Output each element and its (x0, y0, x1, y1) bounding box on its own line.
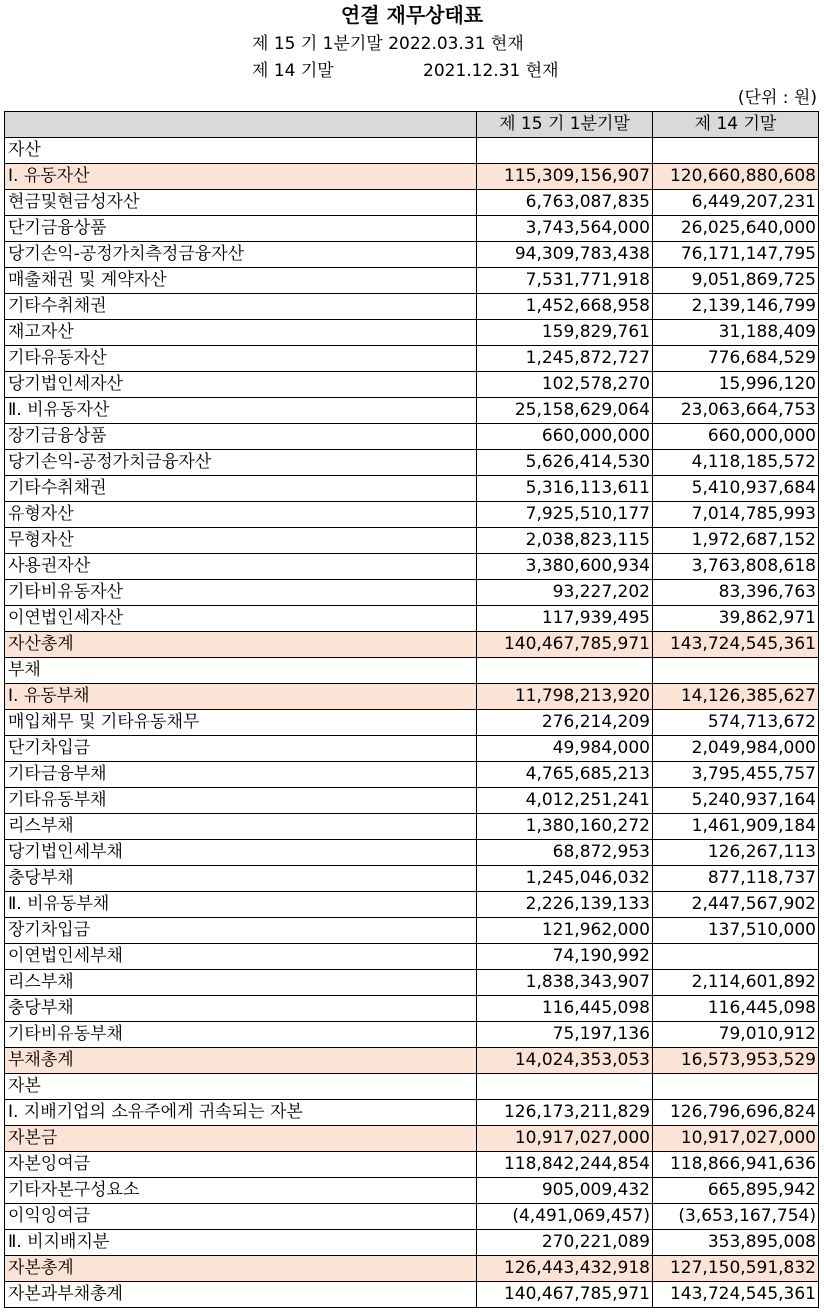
unit-note: (단위 : 원) (737, 88, 817, 108)
current-period-value (477, 1074, 653, 1100)
table-row (5, 476, 819, 502)
current-period-value: 270,221,089 (477, 1230, 653, 1256)
current-period-value: 6,763,087,835 (477, 190, 653, 216)
prior-period-value: 120,660,880,608 (653, 164, 819, 190)
table-row (5, 398, 819, 424)
prior-period-value: 353,895,008 (653, 1230, 819, 1256)
account-label: 당기손익-공정가치측정금융자산 (5, 242, 477, 268)
table-row (5, 528, 819, 554)
table-row (5, 684, 819, 710)
account-label: 당기법인세자산 (5, 372, 477, 398)
current-period-value: 116,445,098 (477, 996, 653, 1022)
header-account (5, 112, 477, 138)
account-label: Ⅰ. 지배기업의 소유주에게 귀속되는 자본 (5, 1100, 477, 1126)
table-row (5, 1074, 819, 1100)
current-period-value: 159,829,761 (477, 320, 653, 346)
current-period-value: 126,443,432,918 (477, 1256, 653, 1282)
table-row (5, 1100, 819, 1126)
account-label: 기타금융부채 (5, 762, 477, 788)
prior-period-value: 39,862,971 (653, 606, 819, 632)
account-label: 이연법인세부채 (5, 944, 477, 970)
current-period-value: 102,578,270 (477, 372, 653, 398)
current-period-value: 121,962,000 (477, 918, 653, 944)
account-label: 재고자산 (5, 320, 477, 346)
table-row (5, 996, 819, 1022)
statement-header (0, 0, 824, 110)
current-period-value: 2,226,139,133 (477, 892, 653, 918)
prior-period-value: 143,724,545,361 (653, 1282, 819, 1308)
prior-period-value: 83,396,763 (653, 580, 819, 606)
account-label: 당기법인세부채 (5, 840, 477, 866)
prior-period-value: 143,724,545,361 (653, 632, 819, 658)
table-row (5, 450, 819, 476)
balance-sheet-table (4, 111, 819, 1308)
prior-period-value: 127,150,591,832 (653, 1256, 819, 1282)
table-row (5, 1048, 819, 1074)
account-label: 무형자산 (5, 528, 477, 554)
account-label: Ⅱ. 비유동자산 (5, 398, 477, 424)
table-row (5, 710, 819, 736)
table-row (5, 554, 819, 580)
prior-period-value: 2,049,984,000 (653, 736, 819, 762)
prior-period-value: 3,763,808,618 (653, 554, 819, 580)
current-period-value (477, 658, 653, 684)
table-row (5, 372, 819, 398)
current-period-value: 140,467,785,971 (477, 1282, 653, 1308)
table-row (5, 736, 819, 762)
table-row (5, 1178, 819, 1204)
statement-title: 연결 재무상태표 (340, 3, 484, 27)
prior-period-value: 9,051,869,725 (653, 268, 819, 294)
account-label: 기타수취채권 (5, 476, 477, 502)
table-row (5, 346, 819, 372)
prior-period-value: 5,410,937,684 (653, 476, 819, 502)
table-row (5, 1204, 819, 1230)
prior-period-value: 574,713,672 (653, 710, 819, 736)
prior-period-value: 126,796,696,824 (653, 1100, 819, 1126)
account-label: 기타유동부채 (5, 788, 477, 814)
table-row (5, 762, 819, 788)
table-row (5, 814, 819, 840)
prior-period-value: 1,972,687,152 (653, 528, 819, 554)
prior-period-value (653, 658, 819, 684)
prior-period-value (653, 1074, 819, 1100)
header-prior-period: 제 14 기말 (653, 112, 819, 138)
prior-period-value (653, 138, 819, 164)
table-row (5, 1282, 819, 1308)
prior-period-value: 2,447,567,902 (653, 892, 819, 918)
account-label: 이익잉여금 (5, 1204, 477, 1230)
account-label: 자산총계 (5, 632, 477, 658)
prior-period-value: 3,795,455,757 (653, 762, 819, 788)
account-label: 장기차입금 (5, 918, 477, 944)
table-row (5, 606, 819, 632)
current-period-value: 94,309,783,438 (477, 242, 653, 268)
prior-period-date: 2021.12.31 현재 (423, 61, 559, 81)
table-row (5, 138, 819, 164)
prior-period-value: 23,063,664,753 (653, 398, 819, 424)
table-row (5, 970, 819, 996)
prior-period-value: 7,014,785,993 (653, 502, 819, 528)
account-label: 사용권자산 (5, 554, 477, 580)
table-row (5, 216, 819, 242)
current-period (252, 32, 524, 56)
prior-period-value: 16,573,953,529 (653, 1048, 819, 1074)
current-period-value: 115,309,156,907 (477, 164, 653, 190)
account-label: 기타수취채권 (5, 294, 477, 320)
prior-period-value: 776,684,529 (653, 346, 819, 372)
account-label: 리스부채 (5, 814, 477, 840)
current-period-value: 905,009,432 (477, 1178, 653, 1204)
table-row (5, 866, 819, 892)
current-period-value: 7,531,771,918 (477, 268, 653, 294)
prior-period-value: 31,188,409 (653, 320, 819, 346)
current-period-value: 10,917,027,000 (477, 1126, 653, 1152)
prior-period-value (653, 944, 819, 970)
table-row (5, 632, 819, 658)
current-period-value: 140,467,785,971 (477, 632, 653, 658)
table-row (5, 1022, 819, 1048)
account-label: 자본과부채총계 (5, 1282, 477, 1308)
account-label: 유형자산 (5, 502, 477, 528)
account-label: 자본총계 (5, 1256, 477, 1282)
account-label: 당기손익-공정가치금융자산 (5, 450, 477, 476)
table-row (5, 320, 819, 346)
current-period-value: 1,245,872,727 (477, 346, 653, 372)
prior-period-value: 877,118,737 (653, 866, 819, 892)
account-label: Ⅱ. 비지배지분 (5, 1230, 477, 1256)
header-current-period: 제 15 기 1분기말 (477, 112, 653, 138)
prior-period-value: 5,240,937,164 (653, 788, 819, 814)
account-label: 리스부채 (5, 970, 477, 996)
current-period-value: 3,743,564,000 (477, 216, 653, 242)
prior-period-value: 26,025,640,000 (653, 216, 819, 242)
prior-period-value: 118,866,941,636 (653, 1152, 819, 1178)
table-row (5, 1256, 819, 1282)
prior-period-value: 137,510,000 (653, 918, 819, 944)
current-period-value: 276,214,209 (477, 710, 653, 736)
table-row (5, 658, 819, 684)
current-period-value: 7,925,510,177 (477, 502, 653, 528)
table-row (5, 840, 819, 866)
account-label: Ⅱ. 비유동부채 (5, 892, 477, 918)
account-label: 단기차입금 (5, 736, 477, 762)
current-period-value: 11,798,213,920 (477, 684, 653, 710)
table-row (5, 502, 819, 528)
table-row (5, 944, 819, 970)
prior-period-value: 2,114,601,892 (653, 970, 819, 996)
current-period-value: 93,227,202 (477, 580, 653, 606)
prior-period-value: 15,996,120 (653, 372, 819, 398)
current-period-value: 117,939,495 (477, 606, 653, 632)
account-label: 부채총계 (5, 1048, 477, 1074)
prior-period-label: 제 14 기말 (252, 61, 334, 81)
account-label: 기타자본구성요소 (5, 1178, 477, 1204)
table-row (5, 580, 819, 606)
table-row (5, 190, 819, 216)
current-period-label: 제 15 기 1분기말 (252, 34, 383, 54)
current-period-value: 4,012,251,241 (477, 788, 653, 814)
table-row (5, 892, 819, 918)
current-period-value: 2,038,823,115 (477, 528, 653, 554)
account-label: 부채 (5, 658, 477, 684)
current-period-value: 1,452,668,958 (477, 294, 653, 320)
account-label: 매입채무 및 기타유동채무 (5, 710, 477, 736)
current-period-value: 1,838,343,907 (477, 970, 653, 996)
table-row (5, 242, 819, 268)
prior-period-value: 79,010,912 (653, 1022, 819, 1048)
prior-period-value: 76,171,147,795 (653, 242, 819, 268)
account-label: 충당부채 (5, 866, 477, 892)
current-period-value: 5,316,113,611 (477, 476, 653, 502)
account-label: 자본 (5, 1074, 477, 1100)
table-row (5, 268, 819, 294)
current-period-value: 1,380,160,272 (477, 814, 653, 840)
prior-period-value: 10,917,027,000 (653, 1126, 819, 1152)
account-label: 자본잉여금 (5, 1152, 477, 1178)
current-period-value: 3,380,600,934 (477, 554, 653, 580)
current-period-value: 126,173,211,829 (477, 1100, 653, 1126)
prior-period-value: 116,445,098 (653, 996, 819, 1022)
current-period-value: 1,245,046,032 (477, 866, 653, 892)
table-row (5, 1152, 819, 1178)
current-period-value: 74,190,992 (477, 944, 653, 970)
table-row (5, 294, 819, 320)
prior-period-value: 660,000,000 (653, 424, 819, 450)
table-row (5, 424, 819, 450)
account-label: 현금및현금성자산 (5, 190, 477, 216)
prior-period-value: 126,267,113 (653, 840, 819, 866)
account-label: 충당부채 (5, 996, 477, 1022)
account-label: 이연법인세자산 (5, 606, 477, 632)
account-label: 기타유동자산 (5, 346, 477, 372)
prior-period-value: (3,653,167,754) (653, 1204, 819, 1230)
current-period-value: 68,872,953 (477, 840, 653, 866)
prior-period-value: 1,461,909,184 (653, 814, 819, 840)
prior-period-value: 6,449,207,231 (653, 190, 819, 216)
prior-period-value: 2,139,146,799 (653, 294, 819, 320)
account-label: 기타비유동부채 (5, 1022, 477, 1048)
current-period-value: 118,842,244,854 (477, 1152, 653, 1178)
account-label: Ⅰ. 유동자산 (5, 164, 477, 190)
table-row (5, 918, 819, 944)
prior-period-value: 665,895,942 (653, 1178, 819, 1204)
account-label: 자본금 (5, 1126, 477, 1152)
table-header-row (5, 112, 819, 138)
prior-period-value: 14,126,385,627 (653, 684, 819, 710)
table-row (5, 1230, 819, 1256)
account-label: 장기금융상품 (5, 424, 477, 450)
account-label: 단기금융상품 (5, 216, 477, 242)
current-period-value: 25,158,629,064 (477, 398, 653, 424)
current-period-value: 4,765,685,213 (477, 762, 653, 788)
current-period-value: 14,024,353,053 (477, 1048, 653, 1074)
table-row (5, 1126, 819, 1152)
account-label: 기타비유동자산 (5, 580, 477, 606)
table-row (5, 788, 819, 814)
prior-period-value: 4,118,185,572 (653, 450, 819, 476)
table-row (5, 164, 819, 190)
table-body (5, 138, 819, 1308)
account-label: Ⅰ. 유동부채 (5, 684, 477, 710)
account-label: 자산 (5, 138, 477, 164)
current-period-value (477, 138, 653, 164)
current-period-value: 5,626,414,530 (477, 450, 653, 476)
current-period-value: 49,984,000 (477, 736, 653, 762)
current-period-value: 75,197,136 (477, 1022, 653, 1048)
current-period-value: (4,491,069,457) (477, 1204, 653, 1230)
current-period-value: 660,000,000 (477, 424, 653, 450)
account-label: 매출채권 및 계약자산 (5, 268, 477, 294)
current-period-date: 2022.03.31 현재 (388, 34, 524, 54)
